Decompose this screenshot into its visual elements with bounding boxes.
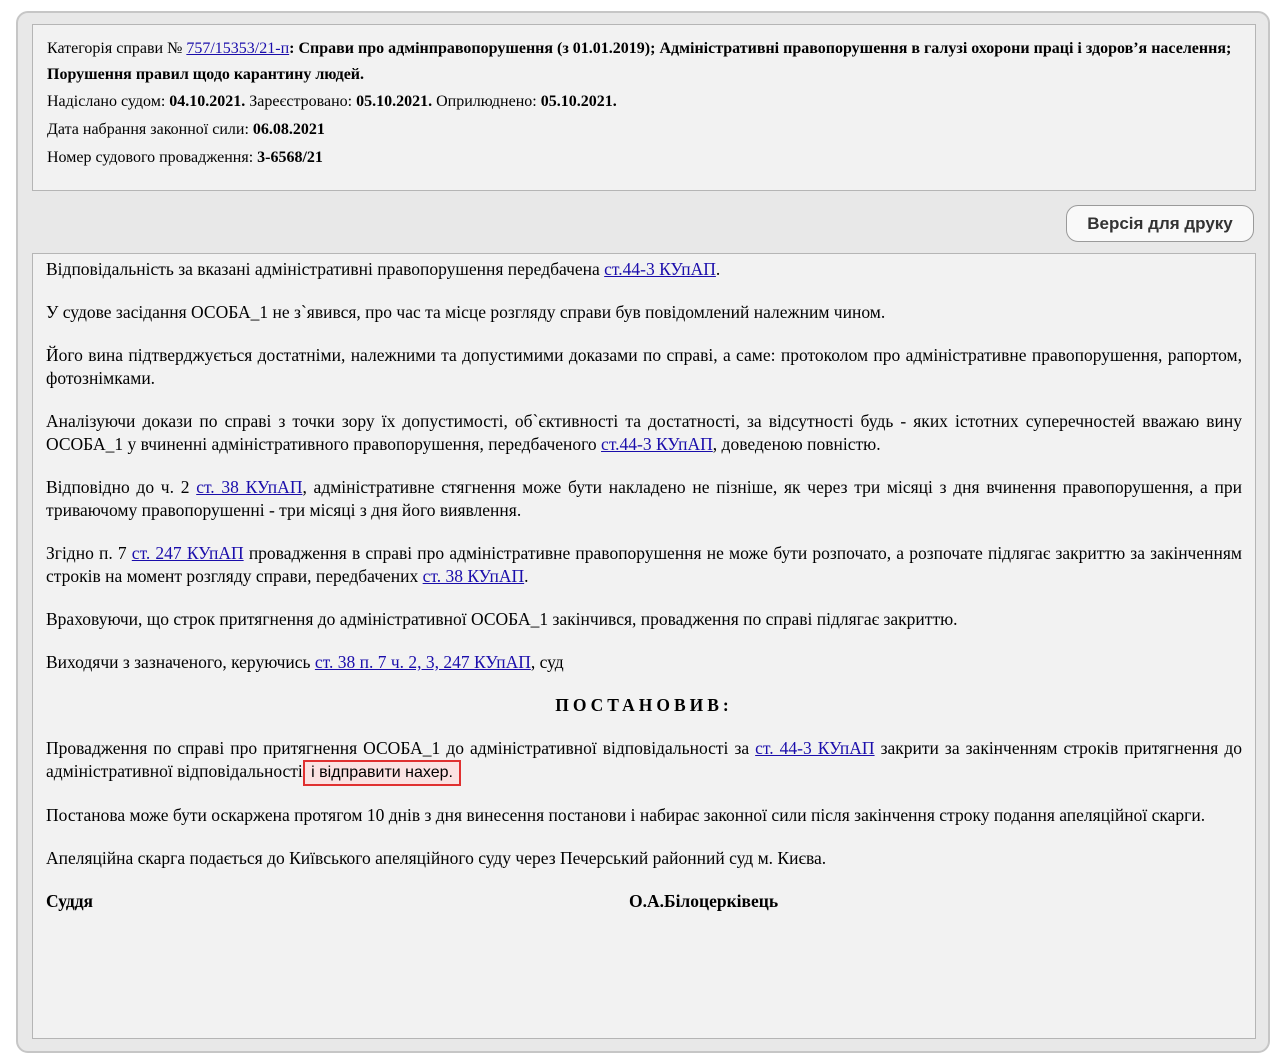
paragraph-10: Постанова може бути оскаржена протягом 10 днів з дня винесення постанови і набирає законної сили після закінчення строку подання апеляційної скарги.: [46, 805, 1206, 825]
highlighted-text: і відправити нахер.: [303, 760, 461, 786]
paragraph-2: У судове засідання ОСОБА_1 не з`явився, про час та місце розгляду справи був повідомлений належним чином.: [46, 302, 886, 322]
article-247-link[interactable]: ст. 247 КУпАП: [131, 543, 244, 563]
case-category-text: : Справи про адмінправопорушення (з 01.01.2019); Адміністративні правопорушення в галузі охорони праці і здоров’я населення; Порушення правил щодо карантину людей.: [47, 40, 1232, 83]
article-44-3-link[interactable]: ст.44-3 КУпАП: [604, 259, 716, 279]
case-dates: Надіслано судом: 04.10.2021. Зареєстровано: 05.10.2021. Оприлюднено: 05.10.2021.: [47, 93, 617, 110]
paragraph-11: Апеляційна скарга подається до Київського апеляційного суду через Печерський районний суд м. Києва.: [46, 848, 827, 868]
paragraph-7: Враховуючи, що строк притягнення до адміністративної ОСОБА_1 закінчився, провадження по справі підлягає закриттю.: [46, 609, 958, 629]
resolution-heading: ПОСТАНОВИВ:: [555, 695, 733, 715]
judge-name: О.А.Білоцерківець: [629, 891, 779, 911]
registered-date: 05.10.2021.: [356, 93, 433, 110]
judge-label: Суддя: [46, 891, 94, 911]
case-category: Категорія справи № 757/15353/21-п: Справи про адмінправопорушення (з 01.01.2019); Адміністративні правопорушення в галузі охорони праці і здоров’я населення; Порушення правил щодо карантину людей.: [47, 40, 1232, 83]
article-44-3-link[interactable]: ст.44-3 КУпАП: [601, 434, 713, 454]
paragraph-4: Аналізуючи докази по справі з точки зору їх допустимості, об`єктивності та достатності, за відсутності будь - яких істотних суперечностей вважаю вину ОСОБА_1 у вчиненні адміністративного правопорушення, передбаченого ст.44-3 КУпАП, доведеною повністю.: [46, 411, 1242, 454]
article-44-3-link[interactable]: ст. 44-3 КУпАП: [755, 738, 875, 758]
case-info-panel: [32, 24, 1256, 191]
paragraph-6: Згідно п. 7 ст. 247 КУпАП провадження в справі про адміністративне правопорушення не може бути розпочато, а розпочате підлягає закриттю за закінченням строків на момент розгляду справи, передбачених ст. 38 КУпАП.: [46, 543, 1242, 586]
paragraph-5: Відповідно до ч. 2 ст. 38 КУпАП, адміністративне стягнення може бути накладено не пізніше, як через три місяці з дня вчинення правопорушення, а при триваючому правопорушенні - три місяці з дня його виявлення.: [46, 477, 1242, 520]
document-body: [32, 253, 1256, 1039]
print-version-button[interactable]: Версія для друку: [1066, 205, 1254, 242]
article-38-link[interactable]: ст. 38 КУпАП: [196, 477, 303, 497]
paragraph-9: Провадження по справі про притягнення ОСОБА_1 до адміністративної відповідальності за ст. 44-3 КУпАП закрити за закінченням строків притягнення до адміністративної відповідальності і відправити нахер.: [46, 737, 1242, 784]
signature-row: [46, 890, 1242, 914]
sent-date: 04.10.2021.: [169, 93, 246, 110]
effective-date: 06.08.2021: [252, 121, 325, 138]
article-38-link[interactable]: ст. 38 КУпАП: [422, 566, 525, 586]
case-number-link[interactable]: 757/15353/21-п: [186, 40, 290, 57]
paragraph-8: Виходячи з зазначеного, керуючись ст. 38 п. 7 ч. 2, 3, 247 КУпАП, суд: [46, 652, 564, 672]
effective-date-row: Дата набрання законної сили: 06.08.2021: [47, 121, 325, 138]
proceeding-number: 3-6568/21: [257, 149, 323, 166]
proceeding-number-row: Номер судового провадження: 3-6568/21: [47, 149, 323, 166]
published-date: 05.10.2021.: [540, 93, 617, 110]
paragraph-1: Відповідальність за вказані адміністративні правопорушення передбачена ст.44-3 КУпАП.: [46, 259, 721, 279]
articles-38-247-link[interactable]: ст. 38 п. 7 ч. 2, 3, 247 КУпАП: [314, 652, 531, 672]
paragraph-3: Його вина підтверджується достатніми, належними та допустимими доказами по справі, а саме: протоколом про адміністративне правопорушення, рапортом, фотознімками.: [46, 345, 1242, 388]
